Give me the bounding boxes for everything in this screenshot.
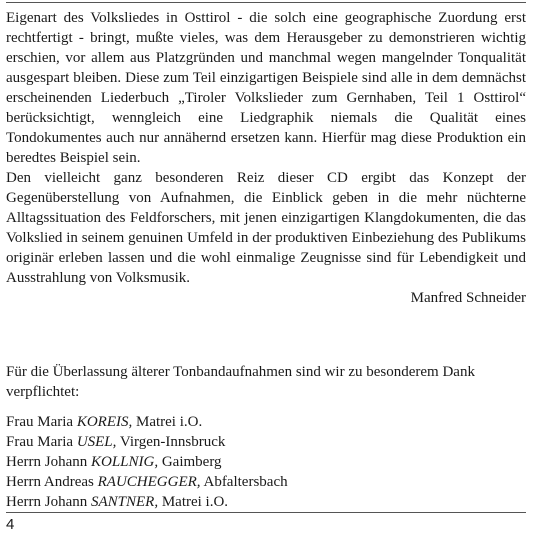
acknowledgement-intro: Für die Überlassung älterer Tonbandaufnahmen sind wir zu besonderem Dank verpflichtet: bbox=[6, 364, 475, 400]
contributor-title: Herrn Johann bbox=[6, 454, 88, 470]
contributor-item bbox=[6, 472, 526, 492]
paragraph-1: Eigenart des Volksliedes in Osttirol - die solch eine geographische Zuordung erst rechtfertigt - bringt, mußte vieles, was dem Herausgeber zu demonstrieren wichtig erschien, vor allem aus Platzgründen und manchmal wegen mangelnder Tonqualität ausgespart bleiben. Diese zum Teil einzigartigen Beispiele sind alle in dem demnächst erscheinenden Liederbuch „Tiroler Volkslieder zum Gernhaben, Teil 1 Osttirol“ berücksichtigt, wenngleich eine Liedgraphik niemals die Qualität eines Tondokumentes auch nur annähernd ersetzen kann. Hierfür mag diese Produktion ein beredtes Beispiel sein. bbox=[6, 10, 526, 166]
acknowledgement bbox=[6, 362, 526, 402]
contributor-surname: KOLLNIG, bbox=[90, 454, 159, 470]
contributor-surname: KOREIS, bbox=[76, 414, 133, 430]
contributor-place: Matrei i.O. bbox=[135, 414, 203, 430]
contributor-title: Frau Maria bbox=[6, 434, 74, 450]
author-signature: Manfred Schneider bbox=[410, 290, 526, 306]
contributor-place: Virgen-Innsbruck bbox=[119, 434, 226, 450]
contributor-item bbox=[6, 412, 526, 432]
paragraph-2: Den vielleicht ganz besonderen Reiz dieser CD ergibt das Konzept der Gegenüberstellung von Aufnahmen, die Einblick geben in die mehr nüchterne Alltagssituation des Feldforschers, mit jenen einzigartigen Klangdokumenten, die das Volkslied in seinem genuinen Umfeld in der produktiven Einbeziehung des Publikums originär erleben lassen und die wohl einmalige Zeugnisse sind für Lebendigkeit und Ausstrahlung von Volksmusik. bbox=[6, 170, 526, 286]
contributor-item bbox=[6, 432, 526, 452]
contributor-title: Frau Maria bbox=[6, 414, 74, 430]
contributor-surname: SANTNER, bbox=[90, 494, 159, 510]
contributor-surname: USEL, bbox=[76, 434, 117, 450]
contributor-place: Matrei i.O. bbox=[161, 494, 229, 510]
bottom-rule bbox=[6, 512, 526, 513]
essay-text bbox=[6, 8, 526, 308]
contributor-title: Herrn Johann bbox=[6, 494, 88, 510]
contributor-item bbox=[6, 492, 526, 512]
top-rule bbox=[6, 2, 526, 3]
contributor-place: Gaimberg bbox=[161, 454, 222, 470]
contributor-place: Abfaltersbach bbox=[203, 474, 288, 490]
contributor-list bbox=[6, 412, 526, 512]
contributor-item bbox=[6, 452, 526, 472]
contributor-surname: RAUCHEGGER, bbox=[97, 474, 201, 490]
page-number: 4 bbox=[6, 516, 15, 533]
contributor-title: Herrn Andreas bbox=[6, 474, 94, 490]
